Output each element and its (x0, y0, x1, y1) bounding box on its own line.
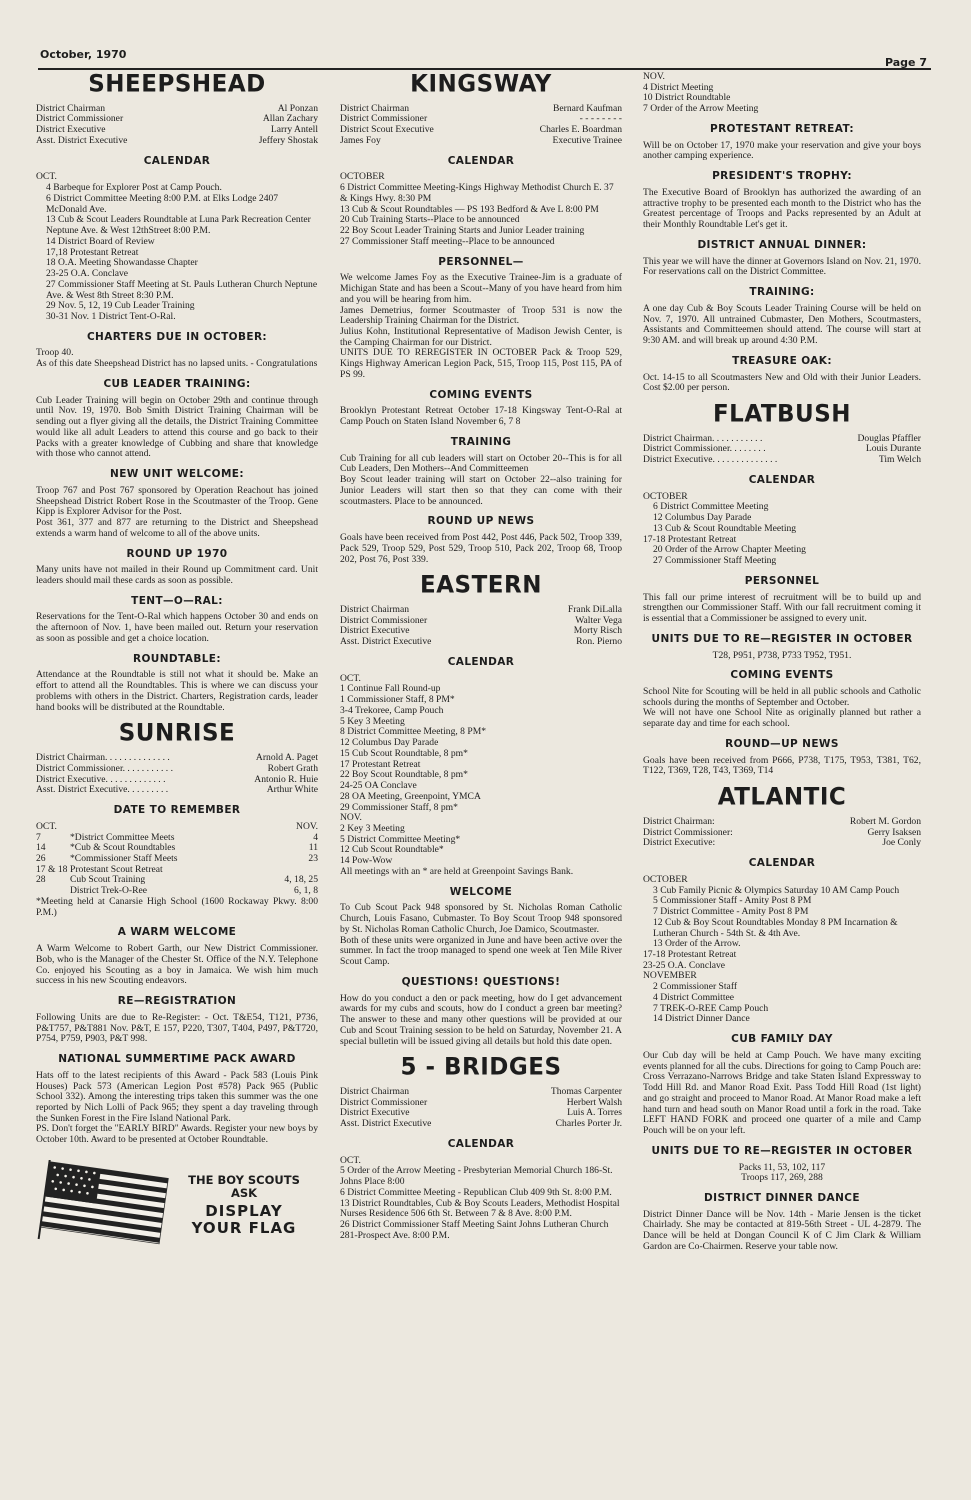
officer-row: District Executive: Joe Conly (643, 837, 921, 849)
calendar-item: OCTOBER (340, 171, 385, 183)
calendar-item: 29 Commissioner Staff, 8 pm* (340, 801, 458, 813)
calendar-item: 5 Commissioner Staff - Amity Post 8 PM (653, 895, 812, 907)
column-1 (36, 72, 318, 1252)
calendar-item: 5 District Committee Meeting* (340, 833, 461, 845)
section-title: EASTERN (420, 571, 542, 599)
officer-row: District Chairman Frank DiLalla (340, 604, 622, 616)
calendar-item: 12 Columbus Day Parade (653, 512, 752, 524)
calendar-item: 24-25 OA Conclave (340, 780, 417, 792)
subheading: TENT—O—RAL: (131, 594, 223, 607)
paragraph: District Dinner Dance will be Nov. 14th - Marie Jensen is the ticket Chairlady. She may be contacted at 819-56th Street - UL 4-2879. The Dance will be held at Dongan Council K of C Jim Clark & William Gardon are Co-Chairmen. Reserve your table now. (643, 1208, 921, 1252)
dates-row: 28 Cub Scout Training 4, 18, 25 (36, 874, 318, 886)
page-number: Page 7 (884, 56, 927, 69)
calendar-item: 23-25 O.A. Conclave (643, 959, 726, 971)
calendar-item: 17 Protestant Retreat (340, 758, 421, 770)
subheading: UNITS DUE TO RE—REGISTER IN OCTOBER (651, 1144, 913, 1157)
officer-row: District Executive Luis A. Torres (340, 1107, 622, 1119)
calendar-item: 22 Boy Scout Leader Training Starts and Junior Leader training (340, 225, 585, 237)
flag-slogan-line: YOUR FLAG (191, 1218, 297, 1237)
subheading: ROUND UP 1970 (126, 547, 228, 560)
subheading: ROUND—UP NEWS (725, 737, 839, 750)
calendar-item: 4 District Committee (653, 991, 735, 1003)
subheading: ROUND UP NEWS (427, 515, 535, 528)
officer-row: District Commissioner Allan Zachary (36, 113, 318, 125)
officer-row: District Chairman Al Ponzan (36, 102, 318, 114)
calendar-item: 7 Order of the Arrow Meeting (643, 103, 759, 115)
officer-row: District Commissioner Herbert Walsh (340, 1096, 622, 1108)
paragraph: James Demetrius, former Scoutmaster of Troop 531 is now the Leadership Training Chairman for the District. (340, 304, 622, 327)
calendar-item: OCT. (340, 672, 361, 684)
calendar-item: 27 Commissioner Staff meeting--Place to be announced (340, 235, 555, 247)
calendar-item: 6 District Committee Meeting 8:00 P.M. at Elks Lodge 2407 McDonald Ave. (46, 192, 279, 215)
calendar-list (643, 492, 921, 567)
paragraph: The Executive Board of Brooklyn has authorized the awarding of an attractive trophy to be presented each month to the District who has the Greatest percentage of Troops and Packs represented by an Adult at their Monthly Roundtable Let's get it. (643, 186, 921, 231)
calendar-list (340, 1156, 622, 1242)
officer-row: District Executive. . . . . . . . . . . . . . Tim Welch (643, 454, 921, 466)
subheading: CALENDAR (748, 473, 816, 486)
calendar-item: 27 Commissioner Staff Meeting (653, 555, 777, 567)
subheading: WELCOME (449, 885, 513, 898)
subheading: CALENDAR (447, 655, 515, 668)
paragraph: Reservations for the Tent-O-Ral which happens October 30 and ends on the afternoon of Nov. 1, have been mailed out. Return your reservation as soon as possible and get a choice location. (36, 611, 318, 644)
subheading: CUB LEADER TRAINING: (103, 377, 251, 390)
paragraph: We will not have one School Nite as originally planned but rather a separate day and time for each school. (643, 707, 921, 730)
officer-row: District Commissioner. . . . . . . . Louis Durante (643, 443, 921, 455)
calendar-item: 13 Cub & Scout Roundtable Meeting (653, 522, 797, 534)
paragraph: Cub Leader Training will begin on October 29th and continue through until Nov. 19, 1970. Bob Smith District Training Chairman will be sending out a flyer giving all the details, the District Training Committee would like all adult Leaders to attend this course and go back to their Packs with a greater knowledge of Cubbing and share that knowledge with those who cannot attend. (36, 394, 318, 460)
officers-list (340, 605, 622, 648)
calendar-item: 14 District Dinner Dance (653, 1013, 750, 1025)
subheading: NEW UNIT WELCOME: (110, 468, 244, 481)
paragraph: We welcome James Foy as the Executive Trainee-Jim is a graduate of Michigan State and has been a Scout--Many of you have heard from him and you will be hearing from him. (340, 272, 622, 305)
subheading: TRAINING: (749, 286, 815, 299)
american-flag-icon (36, 1160, 176, 1250)
paragraph: Julius Kohn, Institutional Representative of Madison Jewish Center, is the Camping Chairman for our District. (340, 326, 622, 348)
flag-slogan (174, 1174, 314, 1236)
calendar-item: NOVEMBER (643, 970, 697, 982)
flag-slogan-line: THE BOY SCOUTS ASK (188, 1172, 300, 1200)
calendar-item: 20 Cub Training Starts--Place to be announced (340, 214, 520, 226)
officers-list (643, 434, 921, 466)
calendar-item: 6 District Committee Meeting (653, 501, 769, 513)
officers-list (36, 104, 318, 147)
paragraph: UNITS DUE TO REREGISTER IN OCTOBER Pack & Troop 529, Kings Highway American Legion Pack, 515, Troop 115, Post 115, PA of PS 99. (340, 347, 622, 380)
officer-row: Asst. District Executive Charles Porter Jr. (340, 1118, 622, 1130)
calendar-item: 5 Order of the Arrow Meeting - Presbyterian Memorial Church 186-St. Johns Place 8:00 (340, 1165, 613, 1188)
column-2 (340, 72, 622, 1242)
calendar-item: 2 Commissioner Staff (653, 981, 738, 993)
officer-row: District Executive. . . . . . . . . . . . . Antonio R. Huie (36, 773, 318, 785)
calendar-item: OCT. (340, 1154, 361, 1166)
calendar-item: OCTOBER (643, 873, 688, 885)
paragraph: Packs 11, 53, 102, 117 (738, 1161, 826, 1173)
calendar-item: 18 O.A. Meeting Showandasse Chapter (46, 257, 198, 269)
calendar-item: 13 Order of the Arrow. (653, 938, 741, 950)
paragraph: This fall our prime interest of recruitment will be to build up and strengthen our Commissioner Staff. With our fall recruitment coming it is essential that a Commissioner be assigned to every unit. (643, 591, 921, 625)
officer-row: James Foy Executive Trainee (340, 134, 622, 146)
paragraph: School Nite for Scouting will be held in all public schools and Catholic schools during the months of September and October. (643, 686, 921, 708)
calendar-item: 1 Continue Fall Round-up (340, 683, 441, 695)
calendar-item: 13 District Roundtables, Cub & Boy Scouts Leaders, Methodist Hospital Nurses Residence 506 6th St. Between 7 & 8 Ave. 8:00 P.M. (340, 1197, 620, 1220)
calendar-item: 15 Cub Scout Roundtable, 8 pm* (340, 747, 468, 759)
officer-row: Asst. District Executive Jeffery Shostak (36, 134, 318, 146)
subheading: COMING EVENTS (429, 388, 533, 401)
paragraph: PS. Don't forget the "EARLY BIRD" Awards. Register your new boys by October 10th. Award to be presented at October Roundtable. (36, 1123, 318, 1146)
paragraph: All meetings with an * are held at Greenpoint Savings Bank. (340, 865, 574, 877)
paragraph: T28, P951, P738, P733 T952, T951. (712, 649, 852, 661)
calendar-item: 13 Cub & Scout Roundtables — PS 193 Bedford & Ave L 8:00 PM (340, 203, 599, 215)
subheading: QUESTIONS! QUESTIONS! (401, 975, 561, 988)
officers-list (340, 1087, 622, 1130)
calendar-item: 10 District Roundtable (643, 92, 731, 104)
subheading: ROUNDTABLE: (133, 652, 221, 665)
calendar-list (36, 172, 318, 322)
officers-list (340, 104, 622, 147)
officer-row: Asst. District Executive Ron. Pierno (340, 636, 622, 648)
calendar-item: 8 District Committee Meeting, 8 PM* (340, 726, 487, 738)
subheading: DATE TO REMEMBER (113, 804, 241, 817)
calendar-item: 14 District Board of Review (46, 235, 155, 247)
officer-row: District Chairman. . . . . . . . . . . Douglas Pfaffler (643, 432, 921, 444)
calendar-item: 4 Barbeque for Explorer Post at Camp Pouch. (46, 182, 222, 194)
calendar-item: 5 Key 3 Meeting (340, 715, 405, 727)
flag-slogan-line: DISPLAY (205, 1201, 283, 1220)
calendar-item: NOV. (340, 812, 362, 824)
paragraph: This year we will have the dinner at Governors Island on Nov. 21, 1970. For reservations call on the District Committee. (643, 255, 921, 278)
paragraph: Cub Training for all cub leaders will start on October 20--This is for all Cub Leaders, Den Mothers--And Committeemen (340, 452, 622, 475)
calendar-list (643, 72, 921, 115)
section-title: FLATBUSH (712, 400, 852, 428)
calendar-item: 26 District Commissioner Staff Meeting Saint Johns Lutheran Church 281-Prospect Ave. 8:00 P.M. (340, 1219, 609, 1241)
officer-row: District Executive Larry Antell (36, 124, 318, 136)
paragraph: Goals have been received from Post 442, Post 446, Pack 502, Troop 339, Pack 529, Troop 529, Post 529, Troop 510, Pack 202, Troop 68, Troop 202, Post 76, Post 339. (340, 532, 622, 565)
calendar-list (340, 674, 622, 867)
officers-list (36, 753, 318, 796)
calendar-item: 17-18 Protestant Retreat (643, 533, 737, 545)
officer-row: District Commissioner: Gerry Isaksen (643, 826, 921, 838)
calendar-item: 12 Cub Scout Roundtable* (340, 844, 444, 856)
officer-row: District Commissioner. . . . . . . . . . . Robert Grath (36, 762, 318, 774)
subheading: PERSONNEL— (438, 255, 524, 268)
subheading: NATIONAL SUMMERTIME PACK AWARD (58, 1053, 296, 1066)
dates-row: 17 & 18 Protestant Scout Retreat (36, 863, 163, 875)
officer-row: District Chairman: Robert M. Gordon (643, 815, 921, 827)
subheading: PERSONNEL (744, 574, 820, 587)
officer-row: District Chairman Thomas Carpenter (340, 1085, 622, 1097)
paragraph: Hats off to the latest recipients of this Award - Pack 583 (Louis Pink Houses) Pack 573 (American Legion Post #578) Pack 965 (Public School 332). Among the interesting trips taken this summer was the one reported by Nich Lolli of Pack 965; they spent a day traveling through the Sunken Forest in the Fire Island National Park. (36, 1069, 318, 1124)
calendar-item: 7 TREK-O-REE Camp Pouch (653, 1002, 769, 1014)
subheading: CALENDAR (143, 154, 211, 167)
subheading: DISTRICT DINNER DANCE (704, 1191, 860, 1204)
calendar-item: 14 Pow-Wow (340, 855, 393, 867)
calendar-item: 22 Boy Scout Roundtable, 8 pm* (340, 769, 468, 781)
calendar-item: 3 Cub Family Picnic & Olympics Saturday 10 AM Camp Pouch (653, 884, 900, 896)
calendar-item: 3-4 Trekoree, Camp Pouch (340, 704, 444, 716)
paragraph: Attendance at the Roundtable is still not what it should be. Make an effort to attend all the Roundtables. This is where we can discuss your problems with others in the District. Charters, Registration cards, leader hand books will be distributed at the Roundtable. (36, 669, 318, 713)
calendar-item: NOV. (643, 71, 665, 82)
calendar-item: 29 Nov. 5, 12, 19 Cub Leader Training (46, 300, 195, 312)
section-title: KINGSWAY (410, 70, 552, 98)
paragraph: Post 361, 377 and 877 are returning to the District and Sheepshead extends a warm hand of welcome to all of the above units. (36, 517, 318, 539)
section-title: SHEEPSHEAD (88, 70, 266, 98)
paragraph: To Cub Scout Pack 948 sponsored by St. Nicholas Roman Catholic Church, Louis Fasano, Cubmaster. To Boy Scout Troop 948 sponsored by St. Nicholas Roman Catholic Church, Joe Damico, Scoutmaster. (340, 902, 622, 935)
paragraph: Troop 767 and Post 767 sponsored by Operation Reachout has joined Sheepshead District Robert Rose in the Scoutmaster of the Troop. Gene Kipp is Explorer Advisor for the Post. (36, 484, 318, 518)
calendar-item: 23-25 O.A. Conclave (46, 268, 129, 280)
calendar-item: 6 District Committee Meeting-Kings Highway Methodist Church E. 37 & Kings Hwy. 8:30 PM (340, 182, 614, 204)
calendar-list (340, 172, 622, 247)
issue-date: October, 1970 (40, 48, 127, 61)
officer-row: District Commissioner Walter Vega (340, 614, 622, 626)
column-3 (643, 72, 921, 1253)
subheading: UNITS DUE TO RE—REGISTER IN OCTOBER (651, 632, 913, 645)
subheading: CALENDAR (447, 154, 515, 167)
section-title: SUNRISE (118, 719, 236, 747)
paragraph: A one day Cub & Boy Scouts Leader Training Course will be held on Nov. 7, 1970. All untrained Cubmaster, Den Mothers, Scoutmasters, Assistants and Committeemen should attend. The course will start at 9:30 AM. and will break up around 4:30 P.M. (643, 302, 921, 347)
subheading: DISTRICT ANNUAL DINNER: (697, 238, 867, 251)
paragraph: Brooklyn Protestant Retreat October 17-18 Kingsway Tent-O-Ral at Camp Pouch on Staten Island November 6, 7 8 (340, 405, 622, 428)
calendar-item: 2 Key 3 Meeting (340, 822, 405, 834)
calendar-item: 6 District Committee Meeting - Republican Club 409 9th St. 8:00 P.M. (340, 1186, 612, 1198)
paragraph: Boy Scout leader training will start on October 22--also training for Junior Leaders will start then so that they can come with their scoutmasters. Place to be announced. (340, 474, 622, 507)
subheading: CHARTERS DUE IN OCTOBER: (86, 330, 268, 343)
section-title: ATLANTIC (717, 783, 847, 811)
paragraph: Troop 40. As of this date Sheepshead District has no lapsed units. - Congratulations (36, 347, 318, 370)
paragraph: Goals have been received from P666, P738, T175, T953, T381, T62, T122, T369, T28, T43, T369, T14 (643, 754, 921, 777)
subheading: PROTESTANT RETREAT: (709, 122, 855, 135)
calendar-item: 17,18 Protestant Retreat (46, 246, 139, 258)
flag-banner (36, 1160, 318, 1252)
calendar-item: 4 District Meeting (643, 81, 714, 93)
officer-row: Asst. District Executive. . . . . . . . . Arthur White (36, 784, 318, 796)
calendar-item: 12 Columbus Day Parade (340, 737, 439, 749)
calendar-item: 20 Order of the Arrow Chapter Meeting (653, 544, 806, 556)
paragraph: Our Cub day will be held at Camp Pouch. We have many exciting events planned for all the cubs. Directions for going to Camp Pouch are: Cross Verrazano-Narrows Bridge and take Staten Island Expressway to Todd Hill Rd. and Manor Road Exit. Pass Todd Hill Road (1st light) and go straight and proceed to Manor Road. At Manor Road make a left hand turn and head south on Manor Road until a fork in the road. Take LEFT HAND FORK and proceed one quarter of a mile and Camp Pouch will be on your left. (643, 1049, 921, 1137)
calendar-item: 13 Cub & Scout Leaders Roundtable at Luna Park Recreation Center Neptune Ave. & West 12thStreet 8:00 P.M. (46, 214, 311, 237)
calendar-item: 12 Cub & Boy Scout Roundtables Monday 8 PM Incarnation & Lutheran Church - 54th St. & 4th Ave. (653, 916, 898, 939)
officer-row: District Commissioner - - - - - - - - (340, 113, 622, 125)
officers-list (643, 817, 921, 849)
calendar-item: 27 Commissioner Staff Meeting at St. Pauls Lutheran Church Neptune Ave. & West 8th Street 8:30 P.M. (46, 278, 318, 301)
dates-row: 7 *District Committee Meets 4 (36, 831, 318, 843)
calendar-item: OCTOBER (643, 490, 688, 502)
dates-row: 14 *Cub & Scout Roundtables 11 (36, 842, 318, 854)
dates-row: 26 *Commissioner Staff Meets 23 (36, 853, 318, 865)
paragraph: Troops 117, 269, 288 (741, 1172, 823, 1184)
subheading: COMING EVENTS (730, 669, 834, 682)
calendar-item: OCT. (36, 171, 57, 183)
calendar-list (643, 875, 921, 1025)
paragraph: Both of these units were organized in June and have been active over the summer. In fact the troop managed to spend one week at Ten Mile River Scout Camp. (340, 934, 622, 968)
calendar-item: 28 OA Meeting, Greenpoint, YMCA (340, 790, 481, 802)
subheading: PRESIDENT'S TROPHY: (712, 170, 852, 183)
paragraph: Following Units are due to Re-Register: - Oct. T&E54, T121, P736, P&T757, P&T881 Nov. P&T, E 157, P220, T307, T404, P497, P&T720, P754, P759, P903, P&T 998. (36, 1011, 318, 1045)
subheading: CALENDAR (748, 857, 816, 870)
calendar-item: 17-18 Protestant Retreat (643, 949, 737, 960)
dates-row: District Trek-O-Ree 6, 1, 8 (70, 885, 318, 897)
officer-row: District Chairman Bernard Kaufman (340, 102, 622, 114)
subheading: RE—REGISTRATION (117, 995, 237, 1008)
paragraph: How do you conduct a den or pack meeting, how do I get advancement awards for my cubs and scouts, how do I conduct a green bar meeting? The answer to these and many other questions will be provided at our Cub and Scout Training session to be held on Saturday, November 21. A special bulletin will be issued giving all details but hold this date open. (340, 992, 622, 1047)
subheading: CALENDAR (447, 1137, 515, 1150)
section-title: 5 - BRIDGES (400, 1053, 562, 1081)
subheading: A WARM WELCOME (117, 926, 237, 939)
dates-note: *Meeting held at Canarsie High School (1600 Rockaway Pkwy. 8:00 P.M.) (36, 895, 318, 918)
subheading: TREASURE OAK: (732, 354, 832, 367)
dates-header: OCT. NOV. (36, 820, 318, 832)
paragraph: Many units have not mailed in their Round up Commitment card. Unit leaders should mail these cards as soon as possible. (36, 564, 318, 586)
dates-table (36, 822, 318, 919)
subheading: TRAINING (450, 435, 512, 448)
paragraph: Will be on October 17, 1970 make your reservation and give your boys another camping experience. (643, 139, 921, 162)
paragraph: A Warm Welcome to Robert Garth, our New District Commissioner. Bob, who is the Manager of the Chester St. Office of the N.Y. Telephone Co. enjoyed his Scouting as a boy in Jamaica. We wish him much success in his new Scouting endeavors. (36, 943, 318, 987)
subheading: CUB FAMILY DAY (731, 1033, 833, 1046)
officer-row: District Executive Morty Risch (340, 625, 622, 637)
calendar-item: 7 District Committee - Amity Post 8 PM (653, 906, 809, 918)
calendar-item: 30-31 Nov. 1 District Tent-O-Ral. (46, 310, 176, 322)
officer-row: District Scout Executive Charles E. Boardman (340, 124, 622, 136)
officer-row: District Chairman. . . . . . . . . . . . . . Arnold A. Paget (36, 752, 318, 764)
calendar-item: 1 Commissioner Staff, 8 PM* (340, 694, 455, 706)
paragraph: Oct. 14-15 to all Scoutmasters New and Old with their Junior Leaders. Cost $2.00 per person. (643, 371, 921, 394)
